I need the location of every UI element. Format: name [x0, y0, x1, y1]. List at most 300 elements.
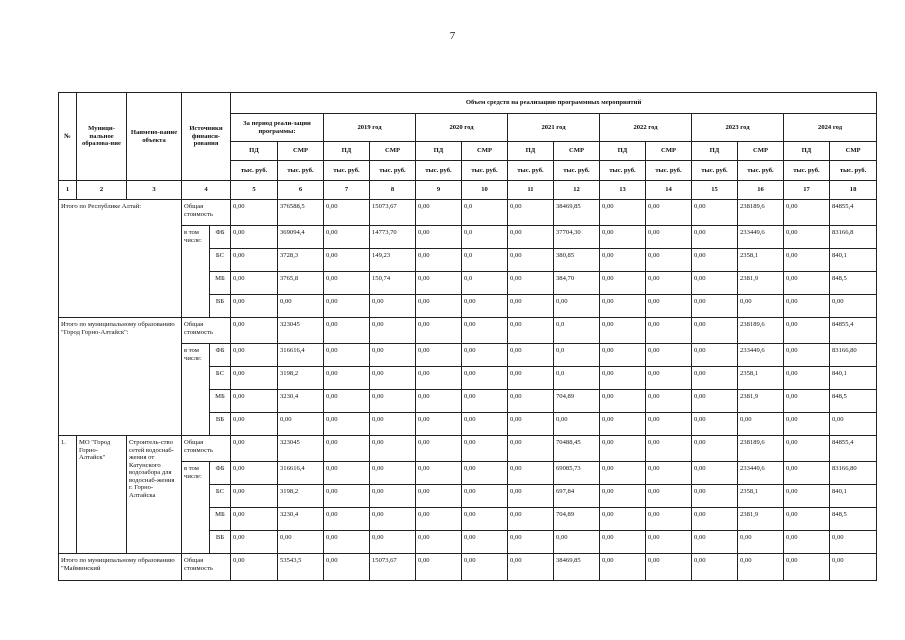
value-cell: 0,00	[830, 531, 877, 554]
value-cell: 0,00	[231, 554, 278, 581]
value-cell: 0,00	[416, 554, 462, 581]
value-cell: 0,00	[508, 272, 554, 295]
table-row	[59, 436, 877, 462]
value-cell: 2381,9	[738, 390, 784, 413]
value-cell: 0,00	[416, 344, 462, 367]
item-object: Строитель-ство сетей водоснаб-жения от Катунского водозабора для водоснаб-жения г. Горно-Алтайска	[127, 436, 182, 554]
value-cell: 384,70	[554, 272, 600, 295]
column-index: 10	[462, 181, 508, 200]
value-cell: 3198,2	[278, 485, 324, 508]
value-cell: 0,00	[416, 485, 462, 508]
value-cell: 0,00	[508, 390, 554, 413]
header-pd: ПД	[692, 142, 738, 161]
value-cell: 0,00	[830, 295, 877, 318]
value-cell: 0,00	[508, 295, 554, 318]
value-cell: 840,1	[830, 249, 877, 272]
value-cell: 0,00	[231, 249, 278, 272]
column-index: 8	[370, 181, 416, 200]
value-cell: 316616,4	[278, 344, 324, 367]
value-cell: 0,00	[324, 367, 370, 390]
value-cell: 0,00	[784, 531, 830, 554]
value-cell: 2381,9	[738, 508, 784, 531]
value-cell: 0,00	[508, 436, 554, 462]
value-cell: 316616,4	[278, 462, 324, 485]
header-pd: ПД	[416, 142, 462, 161]
value-cell: 0,00	[784, 390, 830, 413]
item-municipality: МО "Город Горно-Алтайск"	[77, 436, 127, 554]
value-cell: 0,00	[784, 508, 830, 531]
source-type: МБ	[210, 390, 231, 413]
value-cell: 0,00	[646, 318, 692, 344]
value-cell: 0,00	[231, 272, 278, 295]
value-cell: 0,00	[416, 390, 462, 413]
value-cell: 0,00	[646, 413, 692, 436]
value-cell: 0,00	[508, 413, 554, 436]
value-cell: 0,00	[324, 531, 370, 554]
value-cell: 0,00	[692, 485, 738, 508]
value-cell: 0,00	[554, 295, 600, 318]
value-cell: 2381,9	[738, 272, 784, 295]
value-cell: 0,00	[646, 508, 692, 531]
value-cell: 0,00	[830, 413, 877, 436]
source-type: ВБ	[210, 413, 231, 436]
value-cell: 3198,2	[278, 367, 324, 390]
source-including: в том числе:	[182, 344, 210, 436]
header-unit: тыс. руб.	[370, 161, 416, 181]
value-cell: 0,00	[231, 295, 278, 318]
header-period: 2021 год	[508, 114, 600, 142]
column-index: 9	[416, 181, 462, 200]
value-cell: 0,00	[784, 436, 830, 462]
value-cell: 0,00	[416, 249, 462, 272]
value-cell: 0,00	[692, 531, 738, 554]
header-unit: тыс. руб.	[600, 161, 646, 181]
value-cell: 0,00	[278, 295, 324, 318]
value-cell: 0,00	[231, 413, 278, 436]
value-cell: 0,00	[370, 531, 416, 554]
column-index: 18	[830, 181, 877, 200]
column-index: 7	[324, 181, 370, 200]
value-cell: 0,00	[370, 295, 416, 318]
value-cell: 704,89	[554, 390, 600, 413]
value-cell: 0,00	[600, 367, 646, 390]
header-municipality: Муници-пальное образова-ние	[77, 93, 127, 181]
value-cell: 0,00	[738, 413, 784, 436]
value-cell: 697,84	[554, 485, 600, 508]
value-cell: 0,00	[370, 367, 416, 390]
value-cell: 0,00	[416, 295, 462, 318]
value-cell: 0,00	[646, 344, 692, 367]
value-cell: 0,00	[692, 226, 738, 249]
source-total: Общая стоимость	[182, 200, 231, 226]
value-cell: 0,00	[324, 462, 370, 485]
value-cell: 0,00	[324, 226, 370, 249]
header-unit: тыс. руб.	[462, 161, 508, 181]
header-unit: тыс. руб.	[416, 161, 462, 181]
group-total-label: Итого по муниципальному образованию "Город Горно-Алтайск":	[59, 318, 182, 436]
value-cell: 0,00	[508, 531, 554, 554]
header-object: Наимено-вание объекта	[127, 93, 182, 181]
value-cell: 0,00	[231, 485, 278, 508]
value-cell: 0,00	[784, 554, 830, 581]
value-cell: 0,00	[324, 508, 370, 531]
header-unit: тыс. руб.	[830, 161, 877, 181]
value-cell: 0,00	[600, 295, 646, 318]
value-cell: 0,00	[646, 200, 692, 226]
source-including: в том числе:	[182, 226, 210, 318]
value-cell: 0,00	[646, 390, 692, 413]
value-cell: 0,00	[462, 462, 508, 485]
value-cell: 0,00	[646, 436, 692, 462]
source-type: ВБ	[210, 531, 231, 554]
value-cell: 3765,8	[278, 272, 324, 295]
table-row	[59, 462, 877, 485]
value-cell: 0,00	[462, 413, 508, 436]
header-smr: СМР	[830, 142, 877, 161]
value-cell: 0,00	[600, 485, 646, 508]
header-period: 2019 год	[324, 114, 416, 142]
value-cell: 0,00	[600, 436, 646, 462]
value-cell: 84855,4	[830, 318, 877, 344]
value-cell: 83166,80	[830, 344, 877, 367]
value-cell: 0,00	[416, 226, 462, 249]
value-cell: 0,00	[600, 554, 646, 581]
value-cell: 3230,4	[278, 508, 324, 531]
source-type: МБ	[210, 508, 231, 531]
value-cell: 0,00	[231, 367, 278, 390]
value-cell: 0,00	[600, 226, 646, 249]
source-including: в том числе:	[182, 462, 210, 554]
value-cell: 3728,3	[278, 249, 324, 272]
column-index: 1	[59, 181, 77, 200]
value-cell: 38469,85	[554, 554, 600, 581]
value-cell: 0,00	[508, 485, 554, 508]
value-cell: 0,00	[646, 554, 692, 581]
value-cell: 14773,70	[370, 226, 416, 249]
header-sources: Источники финанси-рования	[182, 93, 231, 181]
value-cell: 0,00	[600, 344, 646, 367]
page-number: 7	[449, 30, 456, 42]
value-cell: 0,00	[462, 436, 508, 462]
value-cell: 0,00	[692, 272, 738, 295]
source-type: БС	[210, 249, 231, 272]
value-cell: 848,5	[830, 508, 877, 531]
value-cell: 0,00	[324, 554, 370, 581]
value-cell: 0,00	[416, 436, 462, 462]
value-cell: 0,00	[370, 462, 416, 485]
value-cell: 0,00	[784, 272, 830, 295]
source-type: БС	[210, 485, 231, 508]
header-smr: СМР	[646, 142, 692, 161]
value-cell: 0,00	[692, 436, 738, 462]
value-cell: 0,0	[554, 318, 600, 344]
table-header	[59, 93, 877, 200]
column-index: 6	[278, 181, 324, 200]
header-smr: СМР	[370, 142, 416, 161]
value-cell: 15073,67	[370, 554, 416, 581]
value-cell: 0,00	[692, 508, 738, 531]
value-cell: 0,00	[324, 413, 370, 436]
value-cell: 0,00	[231, 390, 278, 413]
value-cell: 0,00	[784, 367, 830, 390]
value-cell: 0,00	[324, 249, 370, 272]
value-cell: 0,00	[462, 531, 508, 554]
value-cell: 0,00	[600, 249, 646, 272]
value-cell: 149,23	[370, 249, 416, 272]
header-no: №	[59, 93, 77, 181]
value-cell: 0,00	[324, 200, 370, 226]
column-index: 17	[784, 181, 830, 200]
value-cell: 0,00	[692, 367, 738, 390]
header-pd: ПД	[784, 142, 830, 161]
value-cell: 0,00	[324, 344, 370, 367]
value-cell: 0,00	[508, 344, 554, 367]
value-cell: 0,00	[830, 554, 877, 581]
value-cell: 0,00	[738, 531, 784, 554]
value-cell: 0,00	[646, 295, 692, 318]
header-unit: тыс. руб.	[278, 161, 324, 181]
header-period: 2024 год	[784, 114, 877, 142]
value-cell: 0,00	[324, 318, 370, 344]
source-type: ФБ	[210, 344, 231, 367]
header-period: 2020 год	[416, 114, 508, 142]
table-row	[59, 344, 877, 367]
value-cell: 0,00	[600, 508, 646, 531]
value-cell: 0,0	[462, 200, 508, 226]
value-cell: 238189,6	[738, 200, 784, 226]
source-total: Общая стоимость	[182, 318, 231, 344]
value-cell: 0,00	[692, 344, 738, 367]
value-cell: 233449,6	[738, 344, 784, 367]
column-index: 5	[231, 181, 278, 200]
header-pd: ПД	[600, 142, 646, 161]
value-cell: 0,00	[462, 295, 508, 318]
value-cell: 3230,4	[278, 390, 324, 413]
value-cell: 0,00	[646, 367, 692, 390]
value-cell: 0,00	[508, 200, 554, 226]
value-cell: 70488,45	[554, 436, 600, 462]
value-cell: 840,1	[830, 367, 877, 390]
value-cell: 0,00	[231, 436, 278, 462]
value-cell: 0,00	[370, 344, 416, 367]
value-cell: 2358,1	[738, 485, 784, 508]
value-cell: 0,00	[324, 436, 370, 462]
value-cell: 238189,6	[738, 436, 784, 462]
value-cell: 0,00	[738, 295, 784, 318]
header-unit: тыс. руб.	[554, 161, 600, 181]
value-cell: 0,00	[738, 554, 784, 581]
header-unit: тыс. руб.	[324, 161, 370, 181]
header-period: 2022 год	[600, 114, 692, 142]
header-pd: ПД	[324, 142, 370, 161]
value-cell: 0,00	[600, 462, 646, 485]
table-row	[59, 318, 877, 344]
header-pd: ПД	[508, 142, 554, 161]
column-index: 3	[127, 181, 182, 200]
header-unit: тыс. руб.	[784, 161, 830, 181]
value-cell: 0,00	[784, 485, 830, 508]
table-row	[59, 554, 877, 581]
value-cell: 0,00	[231, 462, 278, 485]
header-period: За период реали-зации программы:	[231, 114, 324, 142]
value-cell: 38469,85	[554, 200, 600, 226]
source-type: ФБ	[210, 226, 231, 249]
value-cell: 0,00	[784, 344, 830, 367]
source-type: БС	[210, 367, 231, 390]
header-smr: СМР	[462, 142, 508, 161]
column-index: 13	[600, 181, 646, 200]
value-cell: 0,00	[324, 390, 370, 413]
value-cell: 0,00	[462, 554, 508, 581]
value-cell: 0,00	[646, 272, 692, 295]
value-cell: 0,00	[646, 249, 692, 272]
value-cell: 323045	[278, 318, 324, 344]
value-cell: 0,0	[462, 226, 508, 249]
source-total: Общая стоимость	[182, 554, 231, 581]
value-cell: 0,00	[784, 462, 830, 485]
value-cell: 0,00	[784, 226, 830, 249]
source-total: Общая стоимость	[182, 436, 231, 462]
value-cell: 2358,1	[738, 249, 784, 272]
column-index: 11	[508, 181, 554, 200]
value-cell: 69085,73	[554, 462, 600, 485]
value-cell: 0,00	[462, 390, 508, 413]
group-total-label: Итого по Республике Алтай:	[59, 200, 182, 318]
value-cell: 0,00	[231, 200, 278, 226]
value-cell: 238189,6	[738, 318, 784, 344]
table-row	[59, 226, 877, 249]
value-cell: 0,00	[416, 531, 462, 554]
value-cell: 0,0	[462, 249, 508, 272]
value-cell: 704,89	[554, 508, 600, 531]
financing-table	[58, 92, 877, 581]
value-cell: 0,00	[462, 508, 508, 531]
value-cell: 0,00	[784, 295, 830, 318]
header-unit: тыс. руб.	[231, 161, 278, 181]
value-cell: 0,00	[600, 272, 646, 295]
header-smr: СМР	[738, 142, 784, 161]
value-cell: 0,00	[416, 367, 462, 390]
value-cell: 37704,30	[554, 226, 600, 249]
value-cell: 0,00	[692, 295, 738, 318]
value-cell: 0,00	[231, 226, 278, 249]
value-cell: 0,00	[692, 390, 738, 413]
value-cell: 0,00	[231, 531, 278, 554]
table-row	[59, 200, 877, 226]
column-index: 2	[77, 181, 127, 200]
value-cell: 0,00	[692, 318, 738, 344]
value-cell: 84855,4	[830, 200, 877, 226]
value-cell: 0,00	[324, 295, 370, 318]
value-cell: 0,00	[600, 318, 646, 344]
value-cell: 0,00	[370, 413, 416, 436]
value-cell: 376588,5	[278, 200, 324, 226]
value-cell: 0,00	[370, 390, 416, 413]
value-cell: 0,00	[278, 413, 324, 436]
header-unit: тыс. руб.	[738, 161, 784, 181]
value-cell: 0,00	[508, 367, 554, 390]
value-cell: 0,00	[692, 413, 738, 436]
value-cell: 0,00	[508, 318, 554, 344]
value-cell: 0,00	[370, 485, 416, 508]
value-cell: 0,00	[324, 485, 370, 508]
value-cell: 0,00	[508, 249, 554, 272]
table-body	[59, 200, 877, 581]
column-index: 12	[554, 181, 600, 200]
header-smr: СМР	[278, 142, 324, 161]
column-index: 16	[738, 181, 784, 200]
source-type: МБ	[210, 272, 231, 295]
value-cell: 0,00	[600, 390, 646, 413]
value-cell: 848,5	[830, 272, 877, 295]
value-cell: 0,00	[462, 318, 508, 344]
value-cell: 2358,1	[738, 367, 784, 390]
value-cell: 0,00	[646, 462, 692, 485]
value-cell: 0,00	[646, 531, 692, 554]
header-pd: ПД	[231, 142, 278, 161]
value-cell: 84855,4	[830, 436, 877, 462]
value-cell: 0,00	[784, 200, 830, 226]
value-cell: 0,00	[370, 508, 416, 531]
value-cell: 15073,67	[370, 200, 416, 226]
value-cell: 0,00	[784, 249, 830, 272]
value-cell: 0,00	[462, 485, 508, 508]
value-cell: 0,00	[646, 226, 692, 249]
value-cell: 0,00	[508, 226, 554, 249]
value-cell: 0,00	[416, 462, 462, 485]
value-cell: 0,00	[508, 508, 554, 531]
value-cell: 380,85	[554, 249, 600, 272]
value-cell: 0,00	[508, 554, 554, 581]
value-cell: 0,00	[370, 318, 416, 344]
value-cell: 0,0	[554, 344, 600, 367]
value-cell: 323045	[278, 436, 324, 462]
value-cell: 369094,4	[278, 226, 324, 249]
value-cell: 0,00	[692, 200, 738, 226]
value-cell: 0,00	[416, 200, 462, 226]
source-type: ВБ	[210, 295, 231, 318]
value-cell: 0,00	[416, 272, 462, 295]
column-index: 15	[692, 181, 738, 200]
item-number: 1.	[59, 436, 77, 554]
value-cell: 0,00	[462, 344, 508, 367]
value-cell: 83166,80	[830, 462, 877, 485]
source-type: ФБ	[210, 462, 231, 485]
value-cell: 0,00	[416, 413, 462, 436]
value-cell: 53543,5	[278, 554, 324, 581]
value-cell: 848,5	[830, 390, 877, 413]
value-cell: 0,00	[554, 413, 600, 436]
value-cell: 0,00	[692, 462, 738, 485]
value-cell: 0,00	[692, 554, 738, 581]
value-cell: 0,00	[462, 367, 508, 390]
column-index: 14	[646, 181, 692, 200]
value-cell: 0,0	[554, 367, 600, 390]
value-cell: 0,00	[278, 531, 324, 554]
value-cell: 0,00	[370, 436, 416, 462]
value-cell: 0,0	[462, 272, 508, 295]
header-smr: СМР	[554, 142, 600, 161]
header-funds: Объем средств на реализацию программных мероприятий	[231, 93, 877, 114]
group-total-label: Итого по муниципальному образованию "Майминский	[59, 554, 182, 581]
value-cell: 0,00	[231, 318, 278, 344]
header-unit: тыс. руб.	[508, 161, 554, 181]
header-unit: тыс. руб.	[646, 161, 692, 181]
value-cell: 0,00	[231, 508, 278, 531]
header-period: 2023 год	[692, 114, 784, 142]
value-cell: 0,00	[600, 531, 646, 554]
value-cell: 0,00	[784, 318, 830, 344]
